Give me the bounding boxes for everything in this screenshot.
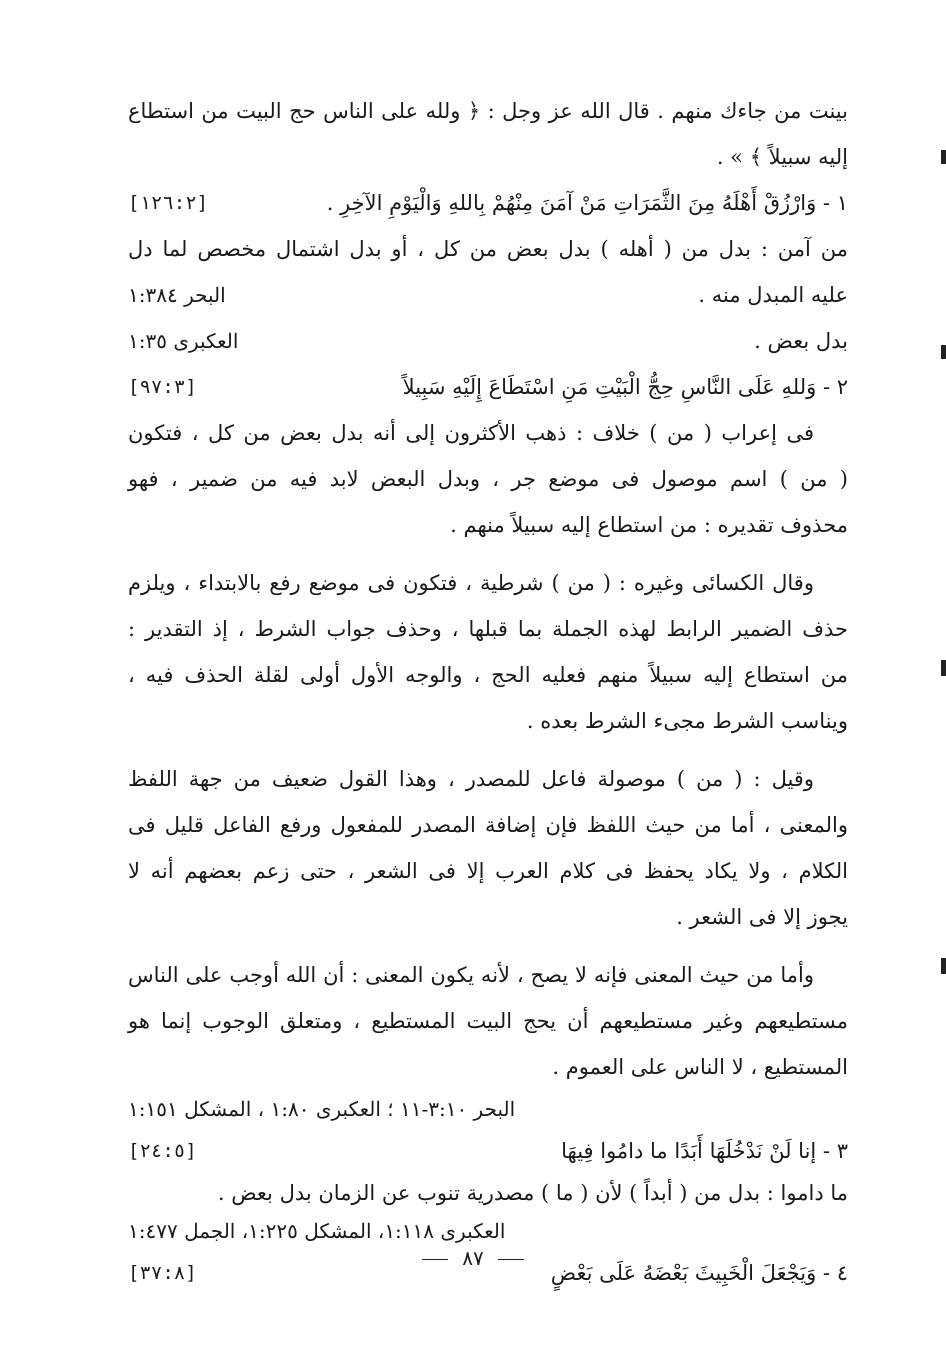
source-citation-text: العكبرى ١:١١٨، المشكل ١:٢٢٥، الجمل ١:٤٧٧: [128, 1219, 506, 1243]
paragraph-line: يجوز إلا فى الشعر .: [676, 905, 848, 929]
paragraph-line: محذوف تقديره : من استطاع إليه سبيلاً منهم .: [450, 513, 848, 537]
commentary-line: من آمن : بدل من ( أهله ) بدل بعض من كل ، أو بدل اشتمال مخصص لما دل: [128, 237, 848, 261]
verse-line: [128, 364, 848, 410]
verse-reference: [٩٧:٣]: [128, 376, 197, 398]
paragraph-line: ( من ) اسم موصول فى موضع جر ، وبدل البعض لابد فيه من ضمير ، فهو: [128, 467, 848, 491]
page-number-dash: [422, 1259, 448, 1260]
source-citation-text: البحر ٣:١٠-١١ ؛ العكبرى ١:٨٠ ، المشكل ١:١٥١: [128, 1097, 516, 1121]
verse-reference: [٣٧:٨]: [128, 1262, 197, 1284]
paragraph-line: المستطيع ، لا الناس على العموم .: [552, 1055, 848, 1079]
verse-text: ٢ - وَللهِ عَلَى النَّاسِ حِجُّ الْبَيْتِ مَنِ اسْتَطَاعَ إِلَيْهِ سَبِيلاً: [402, 375, 848, 399]
intro-line: بينت من جاءك منهم . قال الله عز وجل : ﴿ ولله على الناس حج البيت من استطاع: [128, 99, 848, 123]
intro-section: [128, 88, 848, 180]
verse-reference: [١٢٦:٢]: [128, 192, 209, 214]
scan-edge-mark: [941, 150, 946, 164]
paragraph-line: ويناسب الشرط مجىء الشرط بعده .: [526, 709, 848, 733]
scan-edge-mark: [941, 660, 946, 676]
page-number: [0, 1246, 946, 1270]
paragraph-line: مستطيعهم وغير مستطيعهم أن يحج البيت المستطيع ، ومتعلق الوجوب إنما هو: [128, 1009, 848, 1033]
commentary-line: ما داموا : بدل من ( أبداً ) لأن ( ما ) مصدرية تنوب عن الزمان بدل بعض .: [217, 1181, 848, 1205]
intro-line: إليه سبيلاً ﴾ » .: [716, 145, 848, 169]
verse-text: ٤ - وَيَجْعَلَ الْخَبِيثَ بَعْضَهُ عَلَى بَعْضٍ: [550, 1261, 848, 1285]
commentary-text: عليه المبدل منه .: [698, 283, 848, 307]
verse-line: [128, 180, 848, 226]
commentary-text: بدل بعض .: [754, 329, 848, 353]
paragraph-line: حذف الضمير الرابط لهذه الجملة بما قبلها ، وحذف جواب الشرط ، إذ التقدير :: [128, 617, 848, 641]
scan-edge-mark: [941, 345, 946, 359]
page-number-dash: [498, 1259, 524, 1260]
paragraph-line: وقيل : ( من ) موصولة فاعل للمصدر ، وهذا القول ضعيف من جهة اللفظ: [128, 767, 814, 791]
source-citation: العكبرى ١:٣٥: [128, 329, 239, 353]
paragraph-line: وأما من حيث المعنى فإنه لا يصح ، لأنه يكون المعنى : أن الله أوجب على الناس: [128, 963, 814, 987]
source-citation: [128, 1212, 848, 1250]
paragraph-line: والمعنى ، أما من حيث اللفظ فإن إضافة المصدر للمفعول ورفع الفاعل قليل فى: [128, 813, 848, 837]
verse-text: ١ - وَارْزُقْ أَهْلَهُ مِنَ الثَّمَرَاتِ مَنْ آمَنَ مِنْهُمْ بِاللهِ وَالْيَوْمِ الآخِرِ .: [326, 191, 848, 215]
paragraph-line: الكلام ، ولا يكاد يحفظ فى كلام العرب إلا فى الشعر ، حتى زعم بعضهم أنه لا: [128, 859, 848, 883]
entry-1: [128, 180, 848, 364]
page-body: [128, 88, 848, 1296]
verse-text: ٣ - إنا لَنْ نَدْخُلَهَا أَبَدًا ما دامُوا فِيهَا: [561, 1139, 848, 1163]
scan-edge-mark: [941, 958, 946, 974]
paragraph-line: وقال الكسائى وغيره : ( من ) شرطية ، فتكون فى موضع رفع بالابتداء ، ويلزم: [128, 571, 814, 595]
paragraph-line: من استطاع إليه سبيلاً منهم فعليه الحج ، والوجه الأول أولى لقلة الحذف فيه ،: [128, 663, 848, 687]
source-citation: البحر ١:٣٨٤: [128, 283, 226, 307]
entry-3: [128, 1128, 848, 1250]
verse-line: [128, 1128, 848, 1174]
paragraph-line: فى إعراب ( من ) خلاف : ذهب الأكثرون إلى أنه بدل بعض من كل ، فتكون: [128, 421, 814, 445]
page-number-value: ٨٧: [462, 1246, 484, 1270]
commentary-line: [128, 272, 848, 318]
source-citation: [128, 1090, 848, 1128]
verse-reference: [٢٤:٥]: [128, 1140, 197, 1162]
commentary-line: [128, 318, 848, 364]
entry-2: [128, 364, 848, 1128]
